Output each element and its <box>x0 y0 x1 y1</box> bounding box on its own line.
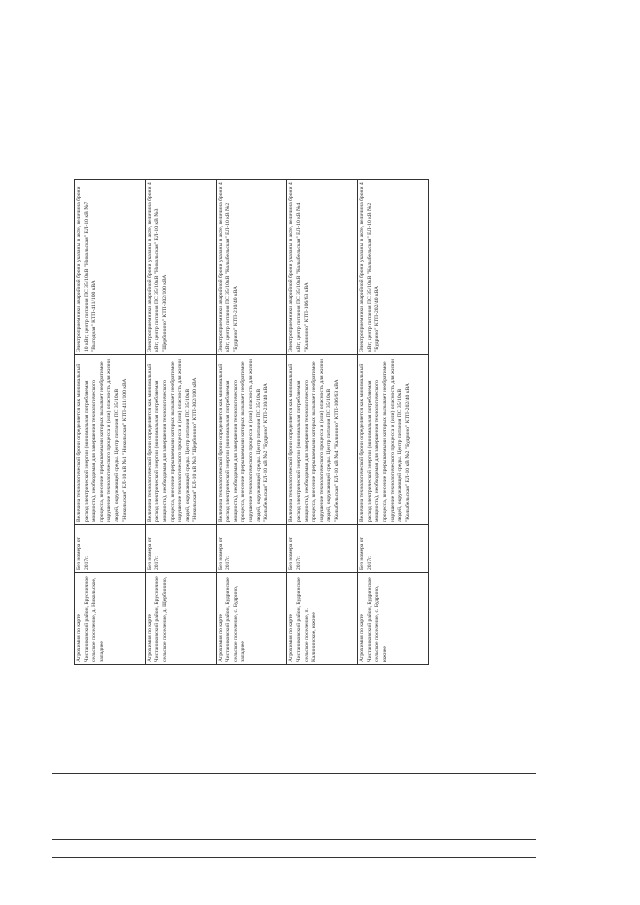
footer-rule-top <box>52 773 536 774</box>
table-row <box>216 180 287 665</box>
cell-description: Величина технологической брони определяется как минимальный расход электрической энергии (минимальная потребляемая мощность), необходимая для завершения технологического процесса, внесение прерываемыми которых вызывает необратимое нарушение технологического процесса и (или) опасность для жизни людей, окружающей среды. Центр питания ПС 35/10кВ "Колыбельская" ЕЛ-10 кВ №2 "Будрино" КТП-202/40 кВА <box>358 355 429 525</box>
cell-armor: Электроприемники аварийной брони указаны в акте, величина брони 4 кВт; центр питания ПС 35/10кВ "Колыбельская" ЕЛ-10 кВ №2 "Будрино" КТП-202/40 кВА <box>358 180 429 355</box>
cell-armor: Электроприемники аварийной брони указаны в акте, величина брони 4 кВт; центр питания ПС 35/10кВ "Никольская" ЕЛ-10 кВ №3 "Щербинино" КТП-302/100 кВА <box>145 180 216 355</box>
cell-location: Агрохимия по карте Чистаниковский район, Брусничное сельское поселение, д. Щербинино, <box>145 573 216 665</box>
cell-date: Без номера от 2017г. <box>216 525 287 573</box>
table-row <box>145 180 216 665</box>
armor-table-body <box>75 180 429 665</box>
cell-description: Величина технологической брони определяется как минимальный расход электрической энергии (минимальная потребляемая мощность), необходимая для завершения технологического процесса, внесение прерываемыми которых вызывает необратимое нарушение технологического процесса и (или) опасность для жизни людей, окружающей среды. Центр питания ПС 35/10кВ "Колыбельская" ЕЛ-10 кВ №2 "Будрино" КТП-210/40 кВА <box>216 355 287 525</box>
cell-description: Величина технологической брони определяется как минимальный расход электрической энергии (минимальная потребляемая мощность), необходимая для завершения технологического процесса, внесение прерываемыми которых вызывает необратимое нарушение технологического процесса и (или) опасность для жизни людей, окружающей среды. Центр питания ПС 35/10кВ "Никольская" ЕЛ-10 кВ №3 "Щербинино" КТП-302/100 кВА <box>145 355 216 525</box>
table-row <box>75 180 146 665</box>
armor-table <box>74 179 429 665</box>
rotated-table-container <box>74 180 429 665</box>
cell-date: Без номера от 2017г. <box>358 525 429 573</box>
cell-description: Величина технологической брони определяется как минимальный расход электрической энергии (минимальная потребляемая мощность), необходимая для завершения технологического процесса, внесение прерываемыми которых вызывает необратимое нарушение технологического процесса и (или) опасность для жизни людей, окружающей среды. Центр питания ПС 35/10кВ "Никольская" ЕЛ-10 кВ №1 "Никольская" КТП-411/100 кВА <box>75 355 146 525</box>
cell-location: Агрохимия по карте Чистаниковский район, Брусничное сельское поселение, д. Никольское, западнее <box>75 573 146 665</box>
cell-armor: Электроприемники аварийной брони указаны в акте, величина брони 10 кВт; центр питания ПС 35/10кВ "Никольская" ЕЛ-10 кВ №7 "Выгодная" КТП-411/100 кВА <box>75 180 146 355</box>
cell-armor: Электроприемники аварийной брони указаны в акте, величина брони 4 кВт; центр питания ПС 35/10кВ "Колыбельская" ЕЛ-10 кВ №4 "Калинино" КТП-106/63 кВА <box>287 180 358 355</box>
cell-location: Агрохимия по карте Чистаниковский район, Будринское сельское поселение, п. Калининское, южнее <box>287 573 358 665</box>
cell-location: Агрохимия по карте Чистаниковский район, Будринское сельское поселение, с. Будрино, западнее <box>216 573 287 665</box>
cell-date: Без номера от 2017г. <box>287 525 358 573</box>
cell-armor: Электроприемники аварийной брони указаны в акте, величина брони 4 кВт; центр питания ПС 35/10кВ "Колыбельская" ЕЛ-10 кВ №2 "Будрино" КТП-210/40 кВА <box>216 180 287 355</box>
cell-description: Величина технологической брони определяется как минимальный расход электрической энергии (минимальная потребляемая мощность), необходимая для завершения технологического процесса, внесение прерываемыми которых вызывает необратимое нарушение технологического процесса и (или) опасность для жизни людей, окружающей среды. Центр питания ПС 35/10кВ "Колыбельская" ЕЛ-10 кВ №4 "Калинино" КТП-106/63 кВА <box>287 355 358 525</box>
table-row <box>358 180 429 665</box>
cell-date: Без номера от 2017г. <box>75 525 146 573</box>
cell-date: Без номера от 2017г. <box>145 525 216 573</box>
cell-location: Агрохимия по карте Чистаниковский район, Будринское сельское поселение, с. Будрино, южнее <box>358 573 429 665</box>
table-row <box>287 180 358 665</box>
footer-rule-bottom <box>52 857 536 858</box>
footer-rule-middle <box>52 839 536 840</box>
